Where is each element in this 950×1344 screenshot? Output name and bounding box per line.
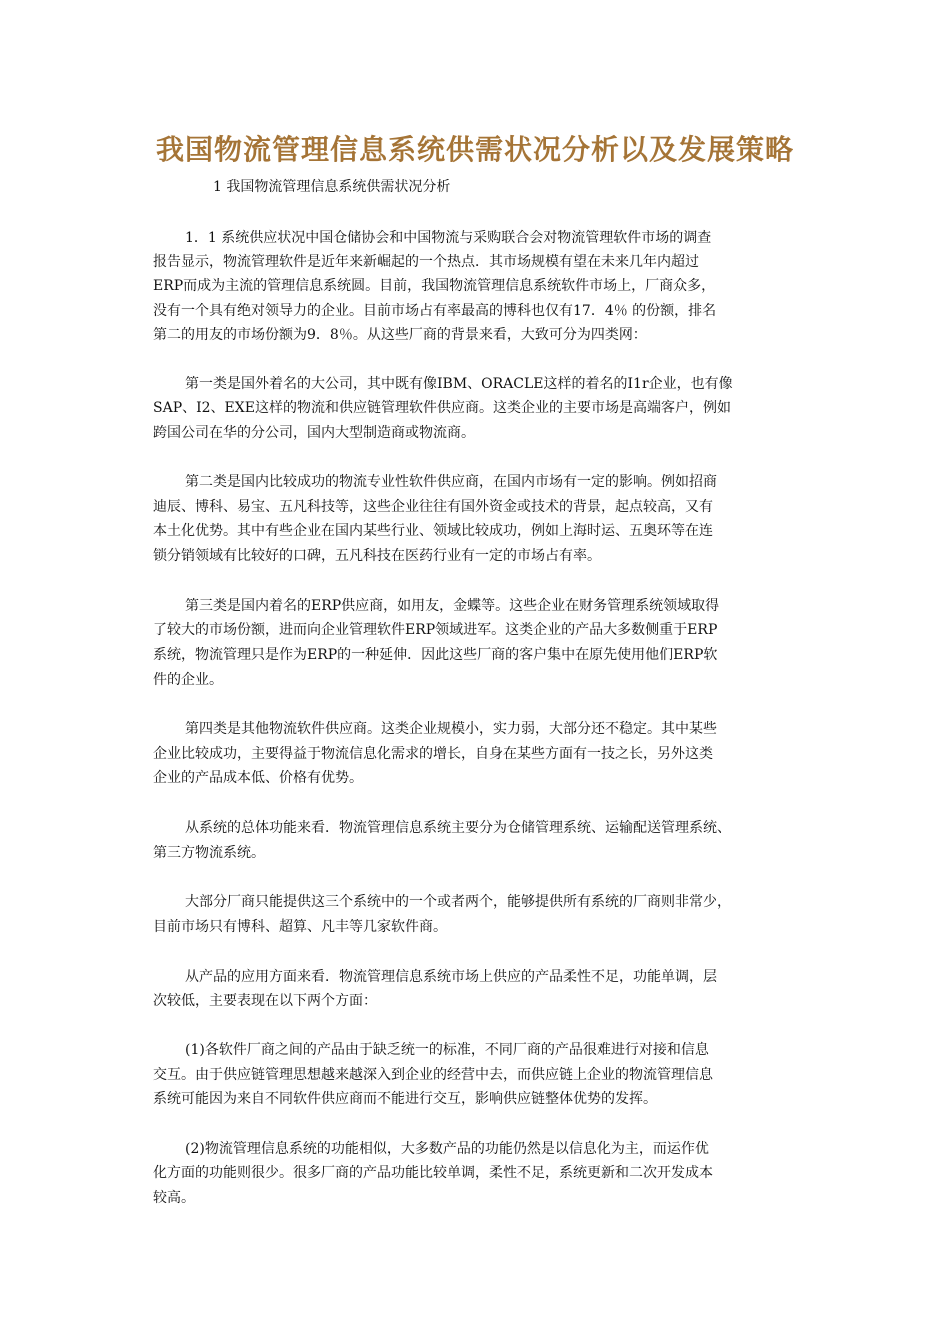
paragraph-5-line-2: 企业比较成功，主要得益于物流信息化需求的增长，自身在某些方面有一技之长，另外这类: [153, 746, 713, 762]
paragraph-4-line-2: 了较大的市场份额，进而向企业管理软件ERP领域进军。这类企业的产品大多数侧重于ERP: [153, 622, 718, 638]
paragraph-9-line-2: 交互。由于供应链管理思想越来越深入到企业的经营中去，而供应链上企业的物流管理信息: [153, 1067, 713, 1083]
document-title: 我国物流管理信息系统供需状况分析以及发展策略: [155, 133, 794, 166]
paragraph-10-line-2: 化方面的功能则很少。很多厂商的产品功能比较单调，柔性不足，系统更新和二次开发成本: [153, 1165, 713, 1181]
paragraph-2-line-2: SAP、I2、EXE这样的物流和供应链管理软件供应商。这类企业的主要市场是高端客户，例如: [153, 400, 731, 416]
paragraph-4-line-4: 件的企业。: [153, 672, 223, 688]
section-heading: 1 我国物流管理信息系统供需状况分析: [213, 179, 451, 195]
paragraph-9-line-1: (1)各软件厂商之间的产品由于缺乏统一的标准，不同厂商的产品很难进行对接和信息: [185, 1042, 709, 1058]
paragraph-1-line-3: ERP而成为主流的管理信息系统圆。目前，我国物流管理信息系统软件市场上，厂商众多，: [153, 278, 716, 294]
paragraph-4-line-1: 第三类是国内着名的ERP供应商，如用友，金蝶等。这些企业在财务管理系统领域取得: [185, 598, 720, 614]
paragraph-1-line-1: 1．1 系统供应状况中国仓储协会和中国物流与采购联合会对物流管理软件市场的调查: [185, 230, 712, 246]
paragraph-6-line-2: 第三方物流系统。: [153, 845, 265, 861]
paragraph-3-line-2: 迪辰、博科、易宝、五凡科技等，这些企业往往有国外资金或技术的背景，起点较高，又有: [153, 499, 713, 515]
paragraph-5-line-3: 企业的产品成本低、价格有优势。: [153, 770, 363, 786]
paragraph-9-line-3: 系统可能因为来自不同软件供应商而不能进行交互，影响供应链整体优势的发挥。: [153, 1091, 657, 1107]
paragraph-3-line-1: 第二类是国内比较成功的物流专业性软件供应商，在国内市场有一定的影响。例如招商: [185, 474, 717, 490]
paragraph-2-line-1: 第一类是国外着名的大公司，其中既有像IBM、ORACLE这样的着名的I1r企业，也有像: [185, 376, 733, 392]
paragraph-3-line-4: 锁分销领域有比较好的口碑，五凡科技在医药行业有一定的市场占有率。: [153, 548, 601, 564]
paragraph-7-line-2: 目前市场只有博科、超算、凡丰等几家软件商。: [153, 919, 447, 935]
paragraph-1-line-2: 报告显示，物流管理软件是近年来新崛起的一个热点．其市场规模有望在未来几年内超过: [153, 254, 699, 270]
paragraph-3-line-3: 本土化优势。其中有些企业在国内某些行业、领域比较成功，例如上海时运、五奥环等在连: [153, 523, 713, 539]
paragraph-5-line-1: 第四类是其他物流软件供应商。这类企业规模小，实力弱，大部分还不稳定。其中某些: [185, 721, 717, 737]
paragraph-2-line-3: 跨国公司在华的分公司，国内大型制造商或物流商。: [153, 425, 475, 441]
paragraph-4-line-3: 系统，物流管理只是作为ERP的一种延伸．因此这些厂商的客户集中在原先使用他们ERP软: [153, 647, 718, 663]
paragraph-1-line-5: 第二的用友的市场份额为9．8％。从这些厂商的背景来看，大致可分为四类网：: [153, 327, 647, 343]
paragraph-1-line-4: 没有一个具有绝对领导力的企业。目前市场占有率最高的博科也仅有17．4％ 的份额，排名: [153, 303, 717, 319]
paragraph-7-line-1: 大部分厂商只能提供这三个系统中的一个或者两个，能够提供所有系统的厂商则非常少，: [185, 894, 731, 910]
paragraph-6-line-1: 从系统的总体功能来看．物流管理信息系统主要分为仓储管理系统、运输配送管理系统、: [185, 820, 731, 836]
paragraph-10-line-1: (2)物流管理信息系统的功能相似，大多数产品的功能仍然是以信息化为主，而运作优: [185, 1141, 709, 1157]
paragraph-8-line-2: 次较低，主要表现在以下两个方面：: [153, 993, 377, 1009]
paragraph-8-line-1: 从产品的应用方面来看．物流管理信息系统市场上供应的产品柔性不足，功能单调，层: [185, 969, 717, 985]
paragraph-10-line-3: 较高。: [153, 1190, 195, 1206]
